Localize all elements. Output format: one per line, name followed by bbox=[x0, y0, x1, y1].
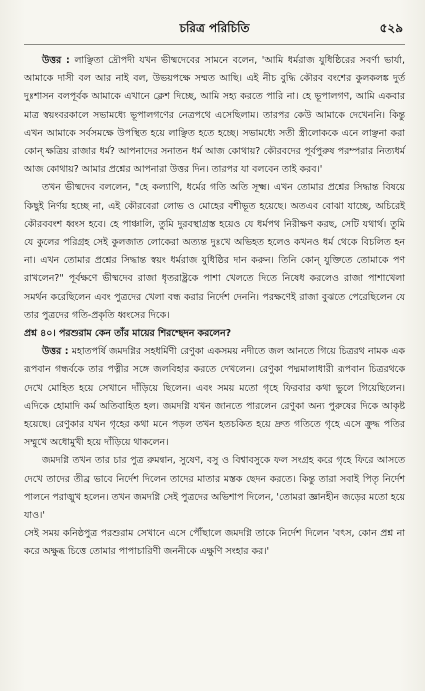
page-number: ৫২৯ bbox=[379, 21, 403, 35]
question-text: পরশুরাম কেন তাঁর মায়ের শিরশ্ছেদন করলেন? bbox=[58, 328, 232, 340]
answer-text: তখন ভীষ্মদেব বললেন, "হে কল্যাণি, ধর্মের গতি অতি সূক্ষ্ম। এখন তোমার প্রশ্নের সিদ্ধান্ত বিষয়ে কিছুই নির্ণয় হচ্ছে না, এই কৌরবেরা লোভ ও মোহের বশীভূত হয়েছে। অতএব বোঝা যাচ্ছে, অচিরেই কৌরববংশ ধ্বংস হবে। হে পাঞ্চালি, তুমি দুরবস্থাগ্রস্ত হয়েও যে ধর্মপথ নিরীক্ষণ করছ, সেটি যথার্থ। তুমি যে কুলের পরিগ্রহ সেই কুলজাত লোকেরা অত্যন্ত দুঃখে অভিহত হলেও কখনও ধর্ম থেকে বিচলিত হন না। এখন তোমার প্রশ্নের সিদ্ধান্ত স্বয়ং ধর্মরাজ যুধিষ্ঠির দান করুন। তিনি কোন্ যুক্তিতে তোমাকে পণ রাখলেন?" পূর্বক্ষণে ভীষ্মদেব রাজা ধৃতরাষ্ট্রকে পাশা খেলতে দিতে নিষেধ করলেও রাজা পাশাখেলা সমর্থন করেছিলেন এবং পুত্রদের খেলা বন্ধ করার নির্দেশ দেননি। পরক্ষণেই রাজা বুঝতে পেরেছিলেন যে তার পুত্রদের গতি-প্রকৃতি ধ্বংসের দিকে। bbox=[24, 182, 405, 321]
answer-label: উত্তর : bbox=[42, 346, 69, 358]
question-heading bbox=[24, 325, 405, 343]
page-body bbox=[24, 52, 405, 562]
page-header bbox=[24, 18, 405, 45]
running-title: চরিত্র পরিচিতি bbox=[179, 21, 250, 35]
answer-paragraph bbox=[24, 179, 405, 325]
answer-paragraph bbox=[24, 343, 405, 452]
answer-paragraph bbox=[24, 52, 405, 179]
answer-text: মহাতপর্ষি জমদগ্নির সহধর্মিণী রেণুকা একসময় নদীতে জল আনতে গিয়ে চিত্ররথ নামক এক রূপবান গন্ধর্বকে তার পত্নীর সঙ্গে জলবিহার করতে দেখলেন। রেণুকা পদ্মমালাধারী রূপবান চিত্ররথকে দেখে মোহিত হয়ে সেখানে দাঁড়িয়ে ছিলেন। এবং সময় মতো গৃহে ফিরবার কথা ভুলে গিয়েছিলেন। এদিকে হোমাদি কর্ম অতিবাহিত হল। জমদগ্নি যখন জানতে পারলেন রেণুকা অন্য পুরুষের দিকে আকৃষ্ট হয়েছে। রেণুকার যখন গৃহের কথা মনে পড়ল তখন হতচকিত হয়ে দ্রুত গতিতে গৃহে এসে ক্রুদ্ধ পতির সম্মুখে অধোমুখী হয়ে দাঁড়িয়ে থাকলেন। bbox=[24, 346, 405, 449]
answer-text: সেই সময় কনিষ্ঠপুত্র পরশুরাম সেখানে এসে পৌঁছালে জমদগ্নি তাকে নির্দেশ দিলেন 'বৎস, কোন প্রশ্ন না করে অক্ষুব্ধ চিত্তে তোমার পাপাচারিণী জননীকে এক্ষুণি সংহার কর।' bbox=[24, 528, 405, 558]
answer-text: লাঞ্ছিতা দ্রৌপদী যখন ভীষ্মদেবের সামনে বলেন, 'আমি ধর্মরাজ যুধিষ্ঠিরের সবর্ণা ভার্যা, আমাকে দাসী বল আর নাই বল, উভয়পক্ষে সম্মত আছি। এই নীচ বুদ্ধি কৌরব বংশের কুলকলঙ্ক দুর্ত দুঃশাসন বলপূর্বক আমাকে এখানে ক্লেশ দিচ্ছে, আমি সহ্য করতে পারি না। হে ভূপালগণ, আমি একবার মাত্র স্বয়ংবরকালে সভামধ্যে ভূপালগণের নেত্রপথে এসেছিলাম। তারপর কেউ আমাকে দেখেননি। কিন্তু এখন আমাকে সর্বসমক্ষে উপস্থিত হয়ে লাঞ্ছিত হতে হচ্ছে। সভামধ্যে সতী স্ত্রীলোককে এনে লাঞ্ছনা করা কোন্ ক্ষত্রিয় রাজার ধর্ম? আপনাদের সনাতন ধর্ম আজ কোথায়? কৌরবদের পূর্বপুরুষ পরম্পরার নিত্যধর্ম আজ কোথায়? আমার প্রশ্নের আপনারা উত্তর দিন। তারপর যা বলবেন তাই করব।' bbox=[24, 55, 405, 176]
question-number: প্রশ্ন ৪০। bbox=[24, 328, 56, 340]
answer-paragraph bbox=[24, 452, 405, 525]
answer-text: জমদগ্নি তখন তার চার পুত্র রুমন্বান, সুষেণ, বসু ও বিশ্বাবসুকে ফল সংগ্রহ করে গৃহে ফিরে আসতে দেখে তাদের তীব্র ভাবে নির্দেশ দিলেন তাদের মাতার মস্তক ছেদন করতে। কিন্তু তারা সবাই পিতৃ নির্দেশ পালনে পরাঙ্মুখ হলেন। তখন জমদগ্নি সেই পুত্রদের অভিশাপ দিলেন, 'তোমরা জ্ঞানহীন জড়ের মতো হয়ে যাও।' bbox=[24, 455, 405, 522]
answer-paragraph bbox=[24, 525, 405, 561]
answer-label: উত্তর : bbox=[42, 55, 70, 66]
